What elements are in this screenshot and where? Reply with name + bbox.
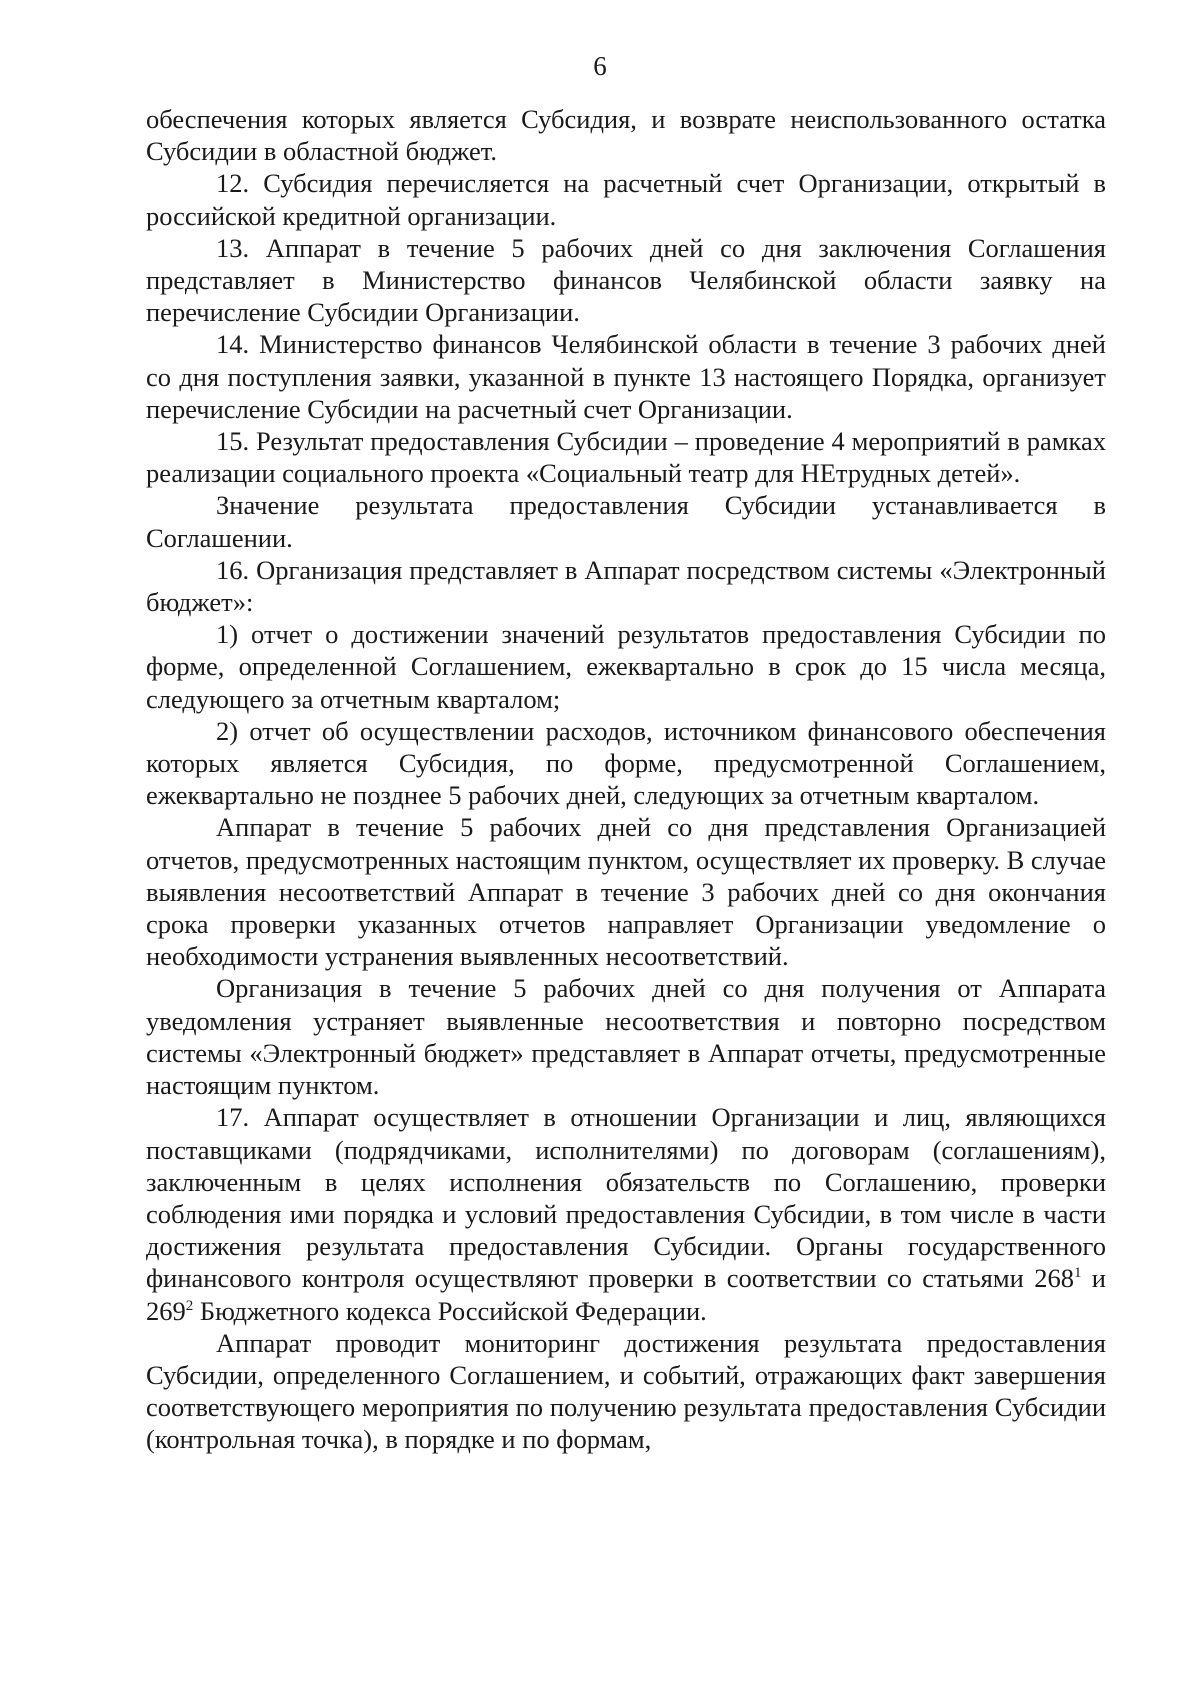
paragraph-17-text-after: Бюджетного кодекса Российской Федерации. xyxy=(193,1295,707,1326)
paragraph-report-check: Аппарат в течение 5 рабочих дней со дня представления Организацией отчетов, предусмотренных настоящим пунктом, осуществляет их проверку. В случае выявления несоответствий Аппарат в течение 3 рабочих дней со дня окончания срока проверки указанных отчетов направляет Организации уведомление о необходимости устранения выявленных несоответствий. xyxy=(146,812,1106,972)
paragraph-report-fix: Организация в течение 5 рабочих дней со дня получения от Аппарата уведомления устраняет выявленные несоответствия и повторно посредством системы «Электронный бюджет» представляет в Аппарат отчеты, предусмотренные настоящим пунктом. xyxy=(146,973,1106,1101)
page-number: 6 xyxy=(593,51,607,81)
paragraph-monitoring: Аппарат проводит мониторинг достижения результата предоставления Субсидии, определенного Соглашением, и событий, отражающих факт завершения соответствующего мероприятия по получению результата предоставления Субсидии (контрольная точка), в порядке и по формам, xyxy=(146,1327,1106,1455)
paragraph-result-value: Значение результата предоставления Субсидии устанавливается в Соглашении. xyxy=(146,490,1106,553)
article-269: 269 xyxy=(146,1295,186,1326)
paragraph-item-15: 15. Результат предоставления Субсидии – проведение 4 мероприятий в рамках реализации социального проекта «Социальный театр для НЕтрудных детей». xyxy=(146,426,1106,489)
article-269-superscript: 2 xyxy=(185,1297,194,1314)
article-268-superscript: 1 xyxy=(1073,1265,1082,1282)
paragraph-subitem-2: 2) отчет об осуществлении расходов, источником финансового обеспечения которых является Субсидия, по форме, предусмотренной Соглашением, ежеквартально не позднее 5 рабочих дней, следующих за отчетным кварталом. xyxy=(146,715,1106,811)
paragraph-17-conjunction: и xyxy=(1081,1263,1106,1294)
paragraph-item-17 xyxy=(146,1101,1106,1326)
paragraph-item-16: 16. Организация представляет в Аппарат посредством системы «Электронный бюджет»: xyxy=(146,554,1106,618)
paragraph-item-14: 14. Министерство финансов Челябинской области в течение 3 рабочих дней со дня поступления заявки, указанной в пункте 13 настоящего Порядка, организует перечисление Субсидии на расчетный счет Организации. xyxy=(146,329,1106,424)
paragraph-item-12: 12. Субсидия перечисляется на расчетный счет Организации, открытый в российской кредитной организации. xyxy=(146,168,1106,231)
paragraph-item-13: 13. Аппарат в течение 5 рабочих дней со дня заключения Соглашения представляет в Министерство финансов Челябинской области заявку на перечисление Субсидии Организации. xyxy=(146,232,1106,328)
paragraph-continuation: обеспечения которых является Субсидия, и возврате неиспользованного остатка Субсидии в областной бюджет. xyxy=(146,104,1106,167)
document-body xyxy=(146,103,1106,1456)
article-268: 268 xyxy=(1034,1263,1074,1294)
paragraph-subitem-1: 1) отчет о достижении значений результатов предоставления Субсидии по форме, определенной Соглашением, ежеквартально в срок до 15 числа месяца, следующего за отчетным кварталом; xyxy=(146,619,1106,714)
paragraph-17-text-before: 17. Аппарат осуществляет в отношении Организации и лиц, являющихся поставщиками (подрядчиками, исполнителями) по договорам (соглашениям), заключенным в целях исполнения обязательств по Соглашению, проверки соблюдения ими порядка и условий предоставления Субсидии, в том числе в части достижения результата предоставления Субсидии. Органы государственного финансового контроля осуществляют проверки в соответствии со статьями xyxy=(146,1102,1106,1294)
